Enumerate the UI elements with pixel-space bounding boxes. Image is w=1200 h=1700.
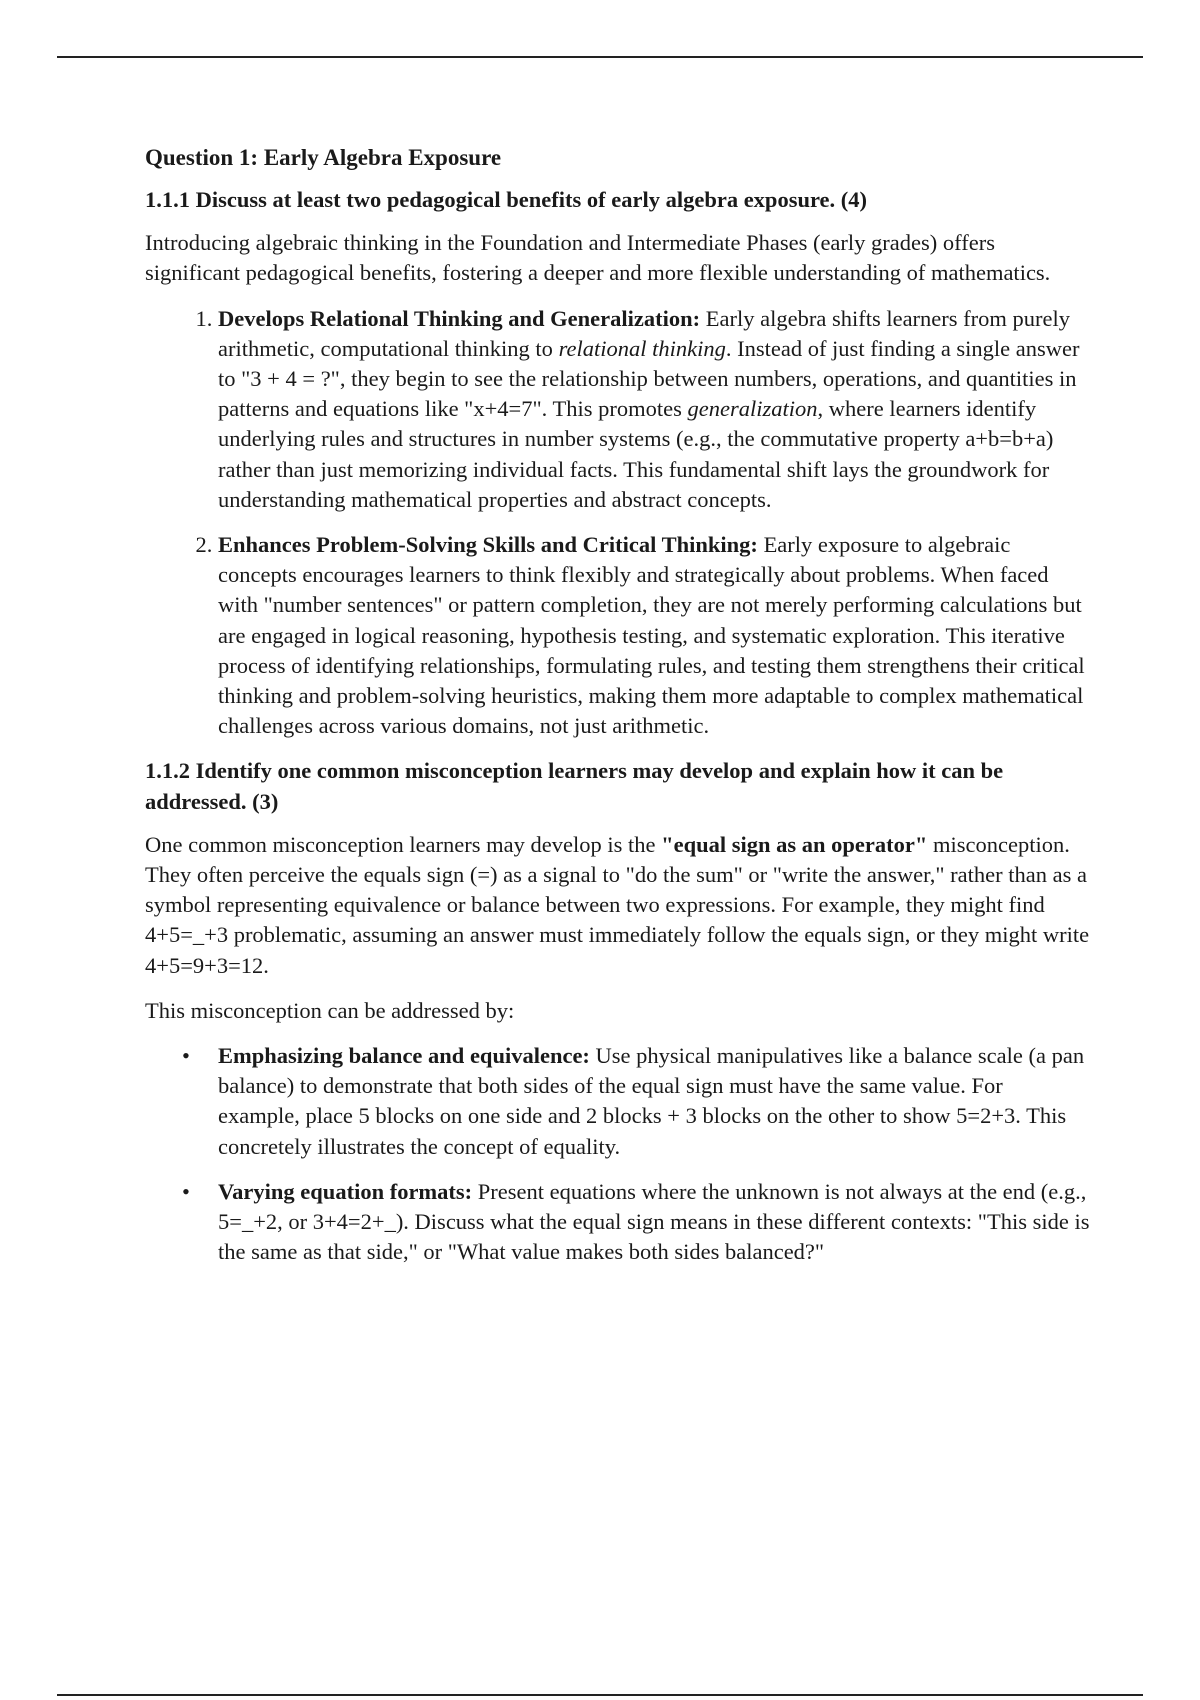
document-body — [145, 143, 1090, 1283]
strategy-item-1 — [182, 1041, 1090, 1162]
section-heading-1-1-2: 1.1.2 Identify one common misconception learners may develop and explain how it can be addressed. (3) — [145, 758, 1004, 814]
misconception-text-end: misconception. They often perceive the equals sign (=) as a signal to "do the sum" or "write the answer," rather than as a symbol representing equivalence or balance between two expressions. For example, they might find 4+5=_+3 problematic, assuming an answer must immediately follow the equals sign, or they might write 4+5=9+3=12. — [145, 831, 1090, 978]
benefit-2-text: Early exposure to algebraic concepts encourages learners to think flexibly and strategically about problems. When faced with "number sentences" or pattern completion, they are not merely performing calculations but are engaged in logical reasoning, hypothesis testing, and systematic exploration. This iterative process of identifying relationships, formulating rules, and testing them strengthens their critical thinking and problem-solving heuristics, making them more adaptable to complex mathematical challenges across various domains, not just arithmetic. — [218, 532, 1085, 739]
footer-rule — [57, 1694, 1143, 1696]
benefit-1-text-a: Early algebra shifts learners from purely arithmetic, computational thinking to — [218, 305, 1070, 361]
strategy-item-2 — [182, 1177, 1090, 1268]
bullet-marker: • — [182, 1178, 190, 1204]
addressed-by-paragraph: This misconception can be addressed by: — [145, 997, 515, 1023]
misconception-paragraph — [145, 830, 1090, 981]
benefit-1-text-c: , where learners identify underlying rules and structures in number systems (e.g., the commutative property a+b=b+a) rather than just memorizing individual facts. This fundamental shift lays the groundwork for understanding mathematical properties and abstract concepts. — [218, 396, 1054, 512]
header-rule — [57, 56, 1143, 58]
benefit-1-emphasis-relational: relational thinking — [558, 335, 726, 361]
section-heading-1-1-1: 1.1.1 Discuss at least two pedagogical benefits of early algebra exposure. (4) — [145, 187, 868, 212]
benefit-1-label: Develops Relational Thinking and Generalization: — [218, 305, 701, 331]
benefits-list — [145, 304, 1090, 742]
benefit-item-2 — [218, 530, 1090, 741]
benefit-2-label: Enhances Problem-Solving Skills and Critical Thinking: — [218, 532, 758, 558]
misconception-text-start: One common misconception learners may develop is the — [145, 831, 662, 857]
question-title: Question 1: Early Algebra Exposure — [145, 145, 502, 170]
benefit-1-emphasis-generalization: generalization — [687, 396, 818, 422]
strategy-2-text: Present equations where the unknown is not always at the end (e.g., 5=_+2, or 3+4=2+_). Discuss what the equal sign means in these different contexts: "This side is the same as that side," or "What value makes both sides balanced?" — [218, 1178, 1090, 1265]
strategy-2-label: Varying equation formats: — [218, 1178, 473, 1204]
strategy-1-text: Use physical manipulatives like a balance scale (a pan balance) to demonstrate that both sides of the equal sign must have the same value. For example, place 5 blocks on one side and 2 blocks + 3 blocks on the other to show 5=2+3. This concretely illustrates the concept of equality. — [218, 1043, 1085, 1159]
misconception-name: "equal sign as an operator" — [661, 831, 928, 857]
strategy-1-label: Emphasizing balance and equivalence: — [218, 1043, 590, 1069]
strategies-list — [145, 1041, 1090, 1267]
intro-paragraph: Introducing algebraic thinking in the Foundation and Intermediate Phases (early grades) offers significant pedagogical benefits, fostering a deeper and more flexible understanding of mathematics. — [145, 230, 1051, 286]
benefit-item-1 — [218, 304, 1090, 515]
benefit-1-text-b: . Instead of just finding a single answer to "3 + 4 = ?", they begin to see the relationship between numbers, operations, and quantities in patterns and equations like "x+4=7". This promotes — [218, 335, 1080, 422]
bullet-marker: • — [182, 1043, 190, 1069]
